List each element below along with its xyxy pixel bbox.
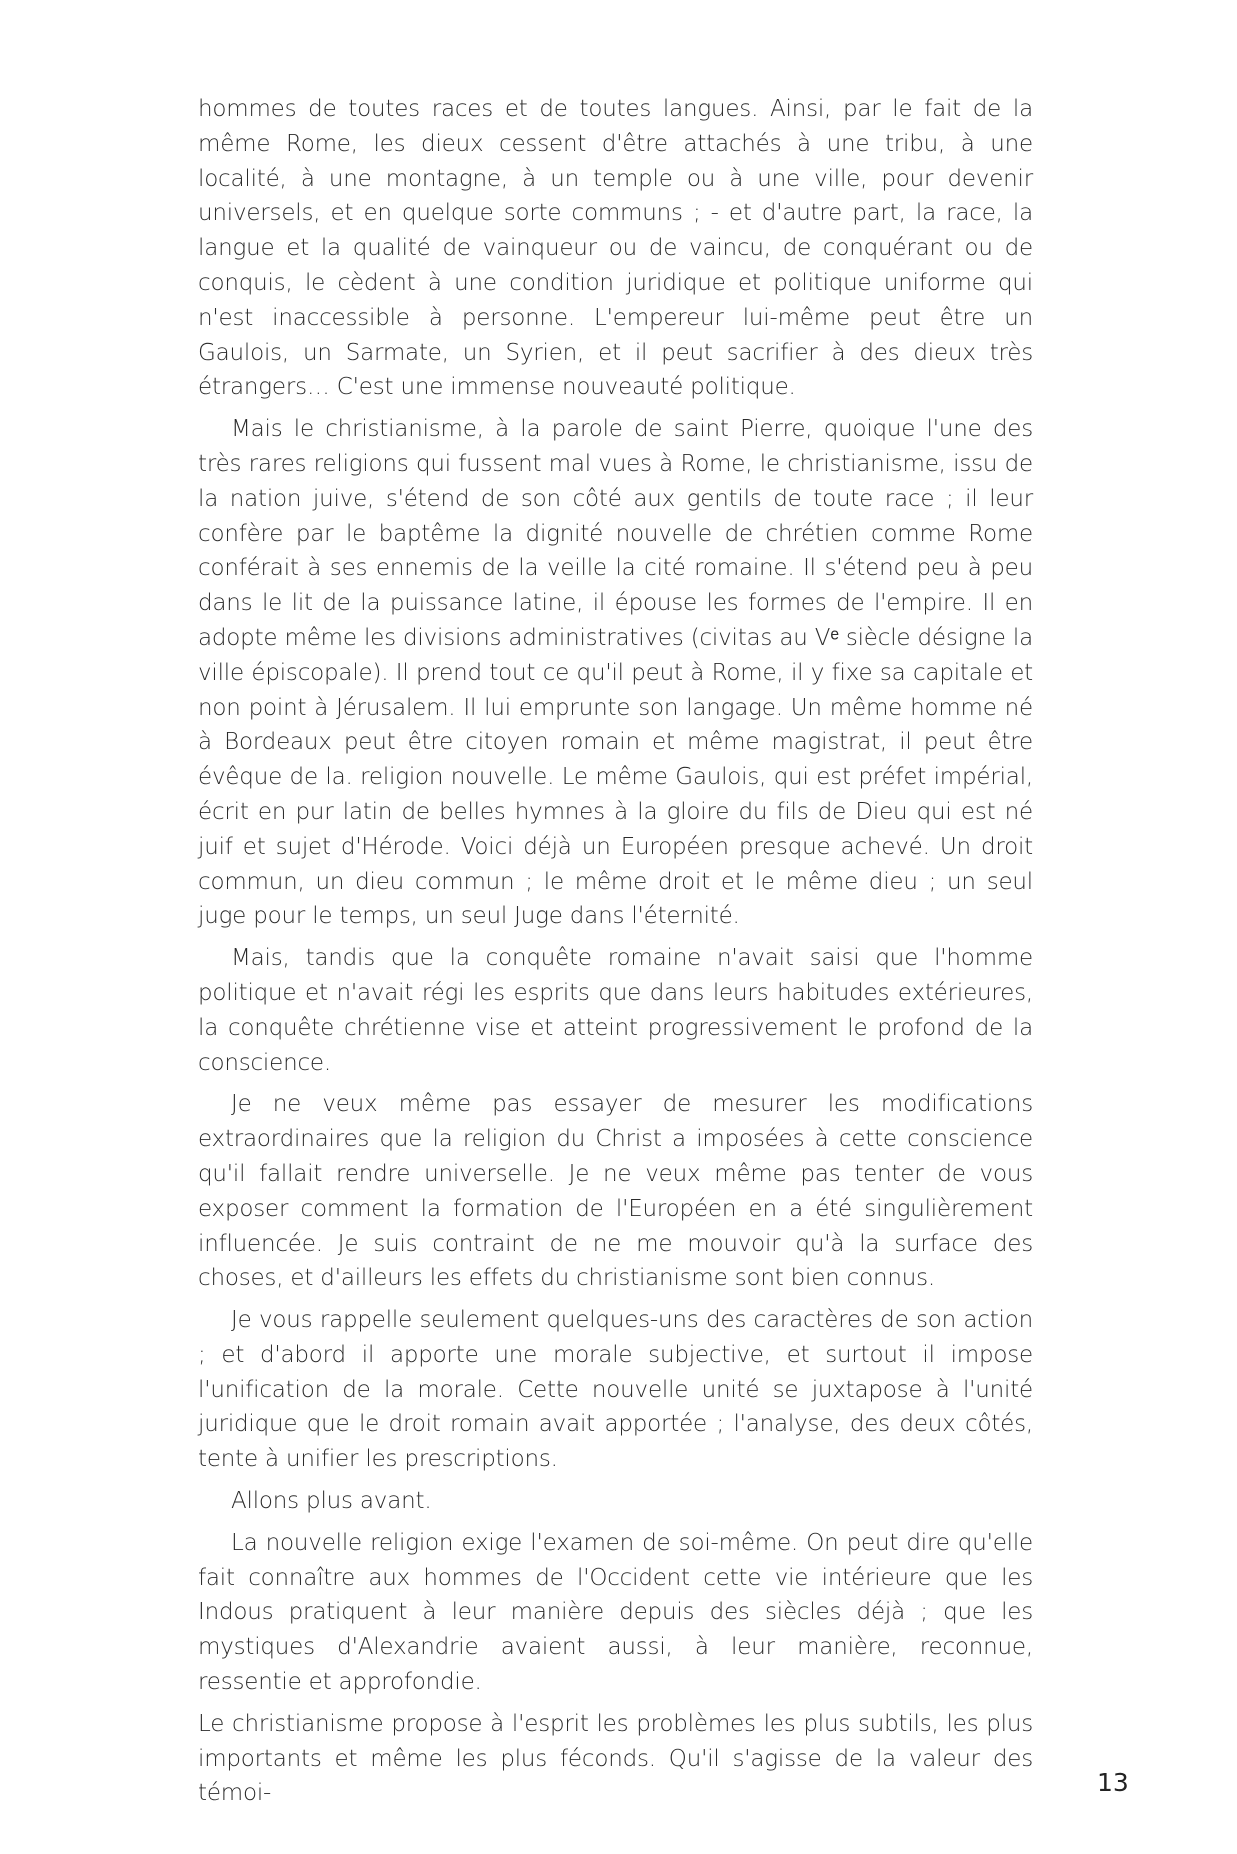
page-number: 13 — [1097, 1768, 1129, 1797]
paragraph-modifications: Je ne veux même pas essayer de mesurer les modifications extraordinaires que la religion du Christ a imposées à cette conscience qu'il fallait rendre universelle. Je ne veux même pas tenter de vous exposer comment la formation de l'Européen en a été singulièrement influencée. Je suis contraint de ne me mouvoir qu'à la surface des choses, et d'ailleurs les effets du christianisme sont bien connus. — [198, 1091, 1033, 1292]
paragraph-caracteres: Je vous rappelle seulement quelques-uns des caractères de son action ; et d'abord il apporte une morale subjective, et surtout il impose l'unification de la morale. Cette nouvelle unité se juxtapose à l'unité juridique que le droit romain avait apportée ; l'analyse, des deux côtés, tente à unifier les prescriptions. — [198, 1307, 1033, 1473]
paragraph-christianisme: Mais le christianisme, à la parole de saint Pierre, quoique l'une des très rares religions qui fussent mal vues à Rome, le christianisme, issu de la nation juive, s'étend de son côté aux gentils de toute race ; il leur confère par le baptême la dignité nouvelle de chrétien comme Rome conférait à ses ennemis de la veille la cité romaine. Il s'étend peu à peu dans le lit de la puissance latine, il épouse les formes de l'empire. Il en adopte même les divisions administratives (civitas au Vᵉ siècle désigne la ville épiscopale). Il prend tout ce qu'il peut à Rome, il y fixe sa capitale et non point à Jérusalem. Il lui emprunte son langage. Un même homme né à Bordeaux peut être citoyen romain et même magistrat, il peut être évêque de la. religion nouvelle. Le même Gaulois, qui est préfet impérial, écrit en pur latin de belles hymnes à la gloire du fils de Dieu qui est né juif et sujet d'Hérode. Voici déjà un Européen presque achevé. Un droit commun, un dieu commun ; le même droit et le même dieu ; un seul juge pour le temps, un seul Juge dans l'éternité. — [198, 416, 1033, 930]
body-text — [198, 92, 1033, 1811]
paragraph-problemes: Le christianisme propose à l'esprit les problèmes les plus subtils, les plus importants et même les plus féconds. Qu'il s'agisse de la valeur des témoi- — [198, 1710, 1033, 1807]
paragraph-conquete: Mais, tandis que la conquête romaine n'avait saisi que l'homme politique et n'avait régi les esprits que dans leurs habitudes extérieures, la conquête chrétienne vise et atteint progressivement le profond de la conscience. — [198, 945, 1033, 1076]
paragraph-allons: Allons plus avant. — [231, 1488, 432, 1515]
paragraph-examen: La nouvelle religion exige l'examen de soi-même. On peut dire qu'elle fait connaître aux hommes de l'Occident cette vie intérieure que les Indous pratiquent à leur manière depuis des siècles déjà ; que les mystiques d'Alexandrie avaient aussi, à leur manière, reconnue, ressentie et approfondie. — [198, 1529, 1033, 1696]
paragraph-continuation: hommes de toutes races et de toutes langues. Ainsi, par le fait de la même Rome, les dieux cessent d'être attachés à une tribu, à une localité, à une montagne, à un temple ou à une ville, pour devenir universels, et en quelque sorte communs ; - et d'autre part, la race, la langue et la qualité de vainqueur ou de vaincu, de conquérant ou de conquis, le cèdent à une condition juridique et politique uniforme qui n'est inaccessible à personne. L'empereur lui-même peut être un Gaulois, un Sarmate, un Syrien, et il peut sacrifier à des dieux très étrangers… C'est une immense nouveauté politique. — [198, 96, 1033, 401]
